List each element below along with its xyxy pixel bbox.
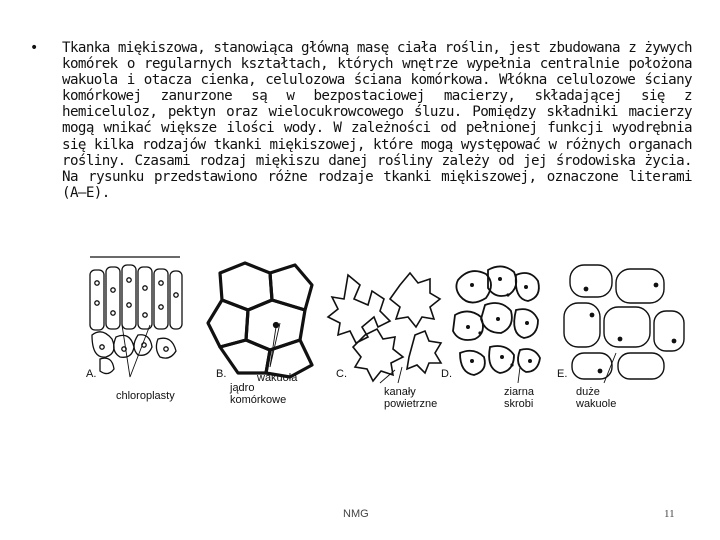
starch-grain-dots	[466, 277, 532, 367]
figure-letter-d: D.	[441, 368, 452, 380]
tissue-e-drawing	[564, 265, 684, 379]
page-number: 11	[664, 508, 675, 520]
bullet-icon: •	[30, 40, 39, 56]
figure-letter-b: B.	[216, 368, 227, 380]
label-starch	[504, 386, 534, 410]
figure-letter-c: C.	[336, 368, 347, 380]
label-duze: duże	[576, 386, 600, 398]
tissue-b-drawing	[208, 263, 312, 377]
label-chloroplasty: chloroplasty	[116, 390, 175, 402]
figure-letter-a: A.	[86, 368, 97, 380]
label-kanaly: kanały	[384, 386, 416, 398]
figure-letter-e: E.	[557, 368, 568, 380]
body-paragraph: Tkanka miękiszowa, stanowiąca główną masę ciała roślin, jest zbudowana z żywych komórek o regularnych kształtach, których wnętrze wypełnia centralnie położona wakuola i otacza cienka, celulozowa ściana komórkowa. Włókna celulozowe ściany komórkowej zanurzone są w bezpostaciowej macierzy, składającej się z hemiceluloz, pektyn oraz wielocukrowcowego śluzu. Pomiędzy składniki macierzy mogą wnikać większe ilości wody. W zależności od pełnionej funkcji wyodrębnia się kilka rodzajów tkanki miękiszowej, które mogą występować w różnych organach rośliny. Czasami rodzaj miękiszu danej rośliny zależy od jej środowiska życia. Na rysunku przedstawiono różne rodzaje tkanki miękiszowej, oznaczone literami (A–E).	[62, 40, 692, 201]
label-air-channels	[384, 386, 437, 410]
tissue-a-drawing	[90, 257, 182, 374]
label-vacuoles	[576, 386, 616, 410]
tissue-d-drawing	[453, 266, 540, 375]
nucleus-mark	[274, 323, 279, 328]
label-nucleus	[230, 382, 286, 406]
label-wakuola: wakuola	[257, 372, 298, 384]
label-powietrzne: powietrzne	[384, 398, 438, 410]
footer-author: NMG	[343, 508, 369, 520]
parenchyma-figure	[80, 255, 700, 425]
label-komorkowe: komórkowe	[230, 394, 287, 406]
label-jadro: jądro	[230, 382, 255, 394]
tissue-c-drawing	[328, 273, 441, 381]
label-wakuole: wakuole	[576, 398, 617, 410]
label-skrobi: skrobi	[504, 398, 534, 410]
label-ziarna: ziarna	[504, 386, 534, 398]
